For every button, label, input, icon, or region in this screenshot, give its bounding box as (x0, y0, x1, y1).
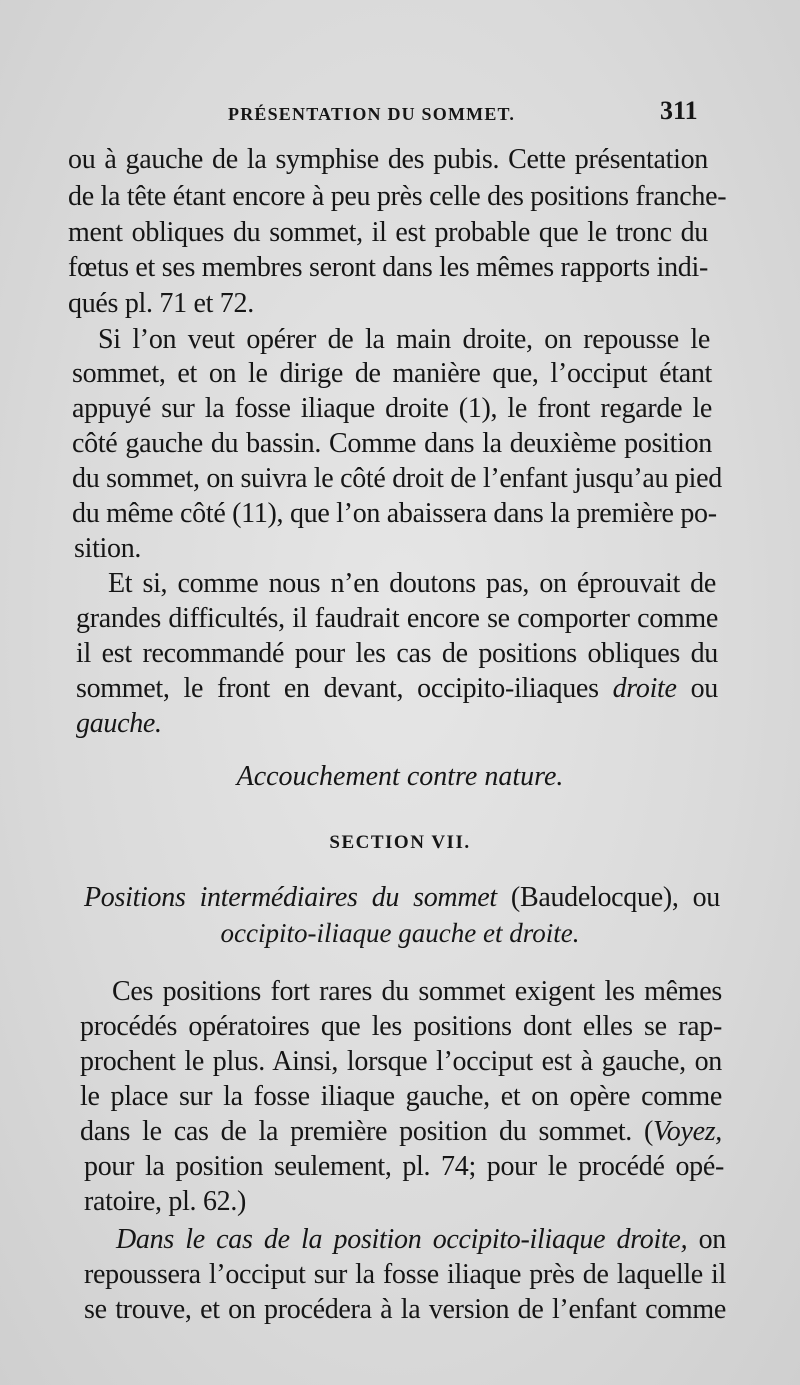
text-line: se trouve, et on procédera à la version de l’enfant comme (84, 1294, 726, 1325)
text-line: sition. (74, 533, 142, 564)
text-line: Dans le cas de la position occipito-iliaque droite, on (116, 1224, 726, 1255)
text-line: prochent le plus. Ainsi, lorsque l’occiput est à gauche, on (80, 1046, 722, 1077)
text-line: qués pl. 71 et 72. (68, 288, 254, 319)
text-line: il est recommandé pour les cas de positions obliques du (76, 638, 718, 669)
text-line: de la tête étant encore à peu près celle des positions franche- (68, 181, 727, 212)
text-line: le place sur la fosse iliaque gauche, et on opère comme (80, 1081, 722, 1112)
text-line: appuyé sur la fosse iliaque droite (1), le front regarde le (72, 393, 712, 424)
page-number: 311 (660, 96, 698, 125)
text-line: dans le cas de la première position du sommet. (Voyez, (80, 1116, 722, 1147)
text-line: Et si, comme nous n’en doutons pas, on éprouvait de (108, 568, 716, 599)
text-line: repoussera l’occiput sur la fosse iliaque près de laquelle il (84, 1259, 726, 1290)
page-header (0, 96, 800, 136)
text-line: Ces positions fort rares du sommet exigent les mêmes (112, 976, 722, 1007)
text-line: pour la position seulement, pl. 74; pour le procédé opé- (84, 1151, 724, 1182)
text-line: procédés opératoires que les positions dont elles se rap- (80, 1011, 722, 1042)
section-title-line: Positions intermédiaires du sommet (Baudelocque), ou (84, 882, 720, 913)
text-line: ratoire, pl. 62.) (84, 1186, 247, 1217)
subheading: Accouchement contre nature. (236, 761, 564, 792)
running-head: PRÉSENTATION DU SOMMET. (228, 104, 516, 124)
text-line: côté gauche du bassin. Comme dans la deuxième position (72, 428, 712, 459)
text-line: Si l’on veut opérer de la main droite, on repousse le (98, 324, 710, 355)
text-line: du même côté (11), que l’on abaissera dans la première po- (72, 498, 717, 529)
text-line: ment obliques du sommet, il est probable que le tronc du (68, 217, 708, 248)
text-line: ou à gauche de la symphise des pubis. Cette présentation (68, 144, 708, 175)
text-line: sommet, le front en devant, occipito-iliaques droite ou (76, 673, 718, 704)
section-heading: SECTION VII. (329, 832, 471, 853)
text-line: gauche. (76, 708, 162, 739)
text-line: grandes difficultés, il faudrait encore se comporter comme (76, 603, 718, 634)
text-line: sommet, et on le dirige de manière que, l’occiput étant (72, 358, 712, 389)
text-line: du sommet, on suivra le côté droit de l’enfant jusqu’au pied (72, 463, 722, 494)
text-line: fœtus et ses membres seront dans les mêmes rapports indi- (68, 252, 708, 283)
section-title-line: occipito-iliaque gauche et droite. (220, 918, 580, 948)
